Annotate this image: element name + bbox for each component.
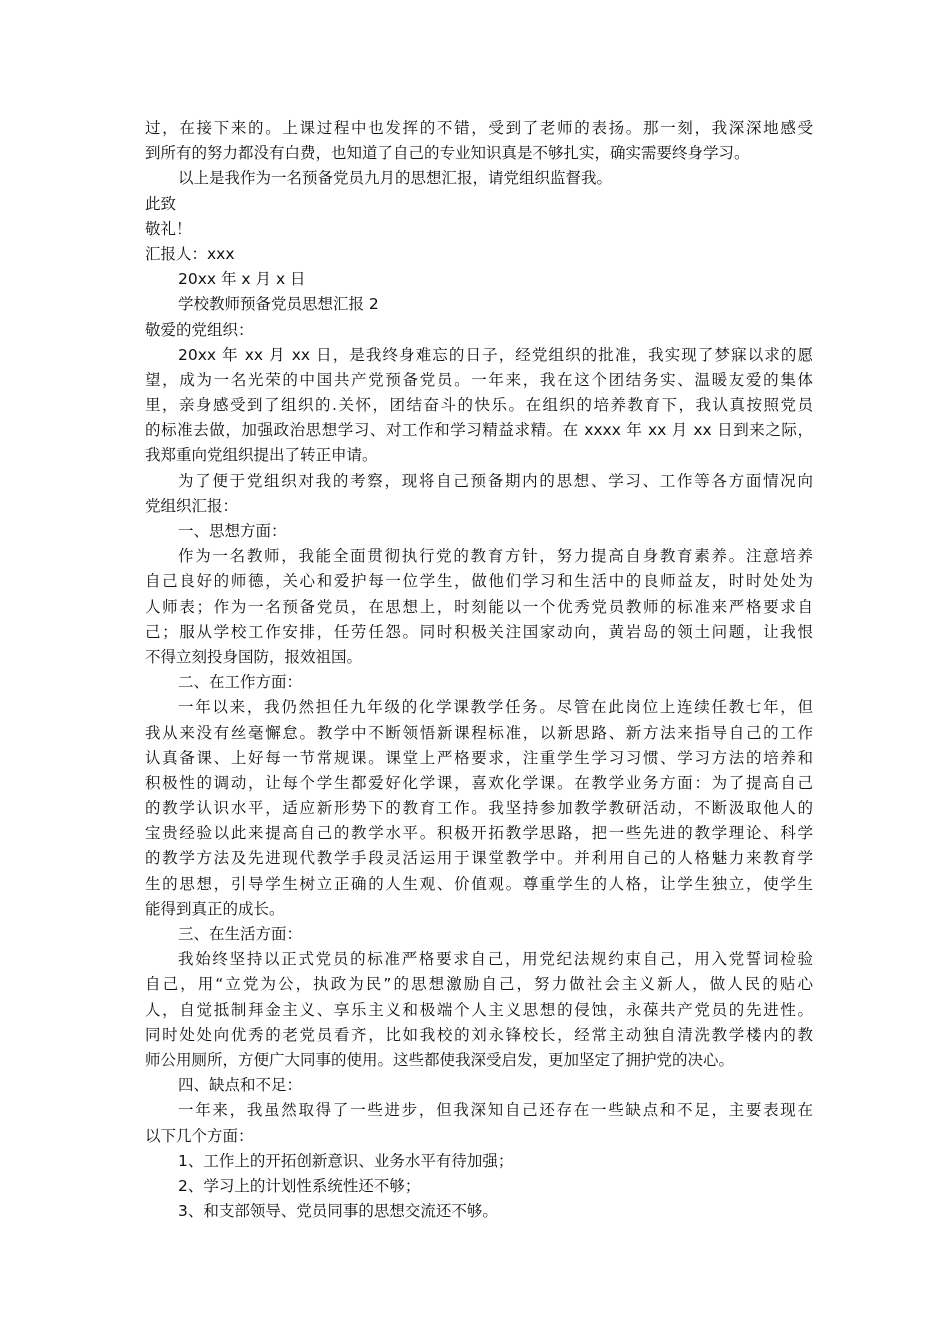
paragraph-line: 望，成为一名光荣的中国共产党预备党员。一年来，我在这个团结务实、温暖友爱的集体 bbox=[145, 370, 813, 389]
paragraph-line: 师公用厕所，方便广大同事的使用。这些都使我深受启发，更加坚定了拥护党的决心。 bbox=[145, 1050, 735, 1069]
paragraph-line: 自己，用“立党为公，执政为民”的思想激励自己，努力做社会主义新人，做人民的贴心 bbox=[145, 975, 813, 994]
paragraph-line: 自己良好的师德，关心和爱护每一位学生，做他们学习和生活中的良师益友，时时处处为 bbox=[145, 572, 813, 591]
paragraph-line: 的教学方法及先进现代教学手段灵活运用于课堂教学中。并利用自己的人格魅力来教育学 bbox=[145, 849, 813, 868]
paragraph-line: 认真备课、上好每一节常规课。课堂上严格要求，注重学生学习习惯、学习方法的培养和 bbox=[145, 748, 813, 767]
paragraph-line: 里，亲身感受到了组织的.关怀，团结奋斗的快乐。在组织的培养教育下，我认真按照党员 bbox=[145, 396, 813, 415]
paragraph-line: 人师表；作为一名预备党员，在思想上，时刻能以一个优秀党员教师的标准来严格要求自 bbox=[145, 597, 813, 616]
section-heading: 二、在工作方面： bbox=[178, 673, 303, 692]
section-heading: 三、在生活方面： bbox=[178, 925, 303, 943]
paragraph-line: 作为一名教师，我能全面贯彻执行党的教育方针，努力提高自身教育素养。注意培养 bbox=[178, 547, 813, 566]
paragraph-line: 生的思想，引导学生树立正确的人生观、价值观。尊重学生的人格，让学生独立，使学生 bbox=[145, 874, 813, 893]
paragraph-line: 不得立刻投身国防，报效祖国。 bbox=[145, 647, 363, 666]
paragraph-line: 我郑重向党组织提出了转正申请。 bbox=[145, 446, 378, 465]
paragraph-line: 的教学认识水平，适应新形势下的教育工作。我坚持参加教学教研活动，不断汲取他人的 bbox=[145, 799, 813, 818]
paragraph-line: 20xx 年 xx 月 xx 日，是我终身难忘的日子，经党组织的批准，我实现了梦寐以求的愿 bbox=[178, 345, 813, 364]
paragraph-line: 我始终坚持以正式党员的标准严格要求自己，用党纪法规约束自己，用入党誓词检验 bbox=[178, 950, 813, 969]
list-item: 1、工作上的开拓创新意识、业务水平有待加强； bbox=[178, 1151, 514, 1170]
closing-salutation: 此致 bbox=[145, 194, 177, 213]
report-date: 20xx 年 x 月 x 日 bbox=[178, 270, 306, 289]
paragraph-line: 同时处处向优秀的老党员看齐，比如我校的刘永锋校长，经常主动独自清洗教学楼内的教 bbox=[145, 1025, 813, 1044]
paragraph-line: 己；服从学校工作安排，任劳任怨。同时积极关注国家动向，黄岩岛的领土问题，让我恨 bbox=[145, 622, 813, 641]
list-item: 3、和支部领导、党员同事的思想交流还不够。 bbox=[178, 1202, 498, 1221]
paragraph-line: 以上是我作为一名预备党员九月的思想汇报，请党组织监督我。 bbox=[178, 169, 613, 188]
paragraph-line: 一年以来，我仍然担任九年级的化学课教学任务。尽管在此岗位上连续任教七年，但 bbox=[178, 698, 813, 717]
section-heading: 一、思想方面： bbox=[178, 522, 287, 540]
list-item: 2、学习上的计划性系统性还不够； bbox=[178, 1176, 421, 1195]
paragraph-line: 过，在接下来的。上课过程中也发挥的不错，受到了老师的表扬。那一刻，我深深地感受 bbox=[145, 119, 813, 137]
paragraph-line: 到所有的努力都没有白费，也知道了自己的专业知识真是不够扎实，确实需要终身学习。 bbox=[145, 144, 750, 163]
paragraph-line: 我从来没有丝毫懈怠。教学中不断领悟新课程标准，以新思路、新方法来指导自己的工作 bbox=[145, 723, 813, 742]
reporter-name: 汇报人：xxx bbox=[145, 244, 235, 263]
paragraph-line: 一年来，我虽然取得了一些进步，但我深知自己还存在一些缺点和不足，主要表现在 bbox=[178, 1101, 813, 1120]
section-title: 学校教师预备党员思想汇报 2 bbox=[178, 295, 379, 314]
paragraph-line: 的标准去做，加强政治思想学习、对工作和学习精益求精。在 xxxx 年 xx 月 xx 日到来之际， bbox=[145, 421, 813, 440]
section-heading: 四、缺点和不足： bbox=[178, 1076, 303, 1095]
paragraph-line: 以下几个方面： bbox=[145, 1126, 254, 1145]
paragraph-line: 积极性的调动，让每个学生都爱好化学课，喜欢化学课。在教学业务方面：为了提高自己 bbox=[145, 773, 813, 792]
paragraph-line: 人，自觉抵制拜金主义、享乐主义和极端个人主义思想的侵蚀，永葆共产党员的先进性。 bbox=[145, 1000, 813, 1019]
paragraph-line: 能得到真正的成长。 bbox=[145, 899, 285, 918]
paragraph-line: 宝贵经验以此来提高自己的教学水平。积极开拓教学思路，把一些先进的教学理论、科学 bbox=[145, 824, 813, 843]
paragraph-line: 党组织汇报： bbox=[145, 496, 239, 515]
greeting: 敬爱的党组织： bbox=[145, 320, 254, 339]
closing-regards: 敬礼！ bbox=[145, 219, 192, 238]
paragraph-line: 为了便于党组织对我的考察，现将自己预备期内的思想、学习、工作等各方面情况向 bbox=[178, 471, 813, 490]
document-page bbox=[145, 116, 813, 1224]
